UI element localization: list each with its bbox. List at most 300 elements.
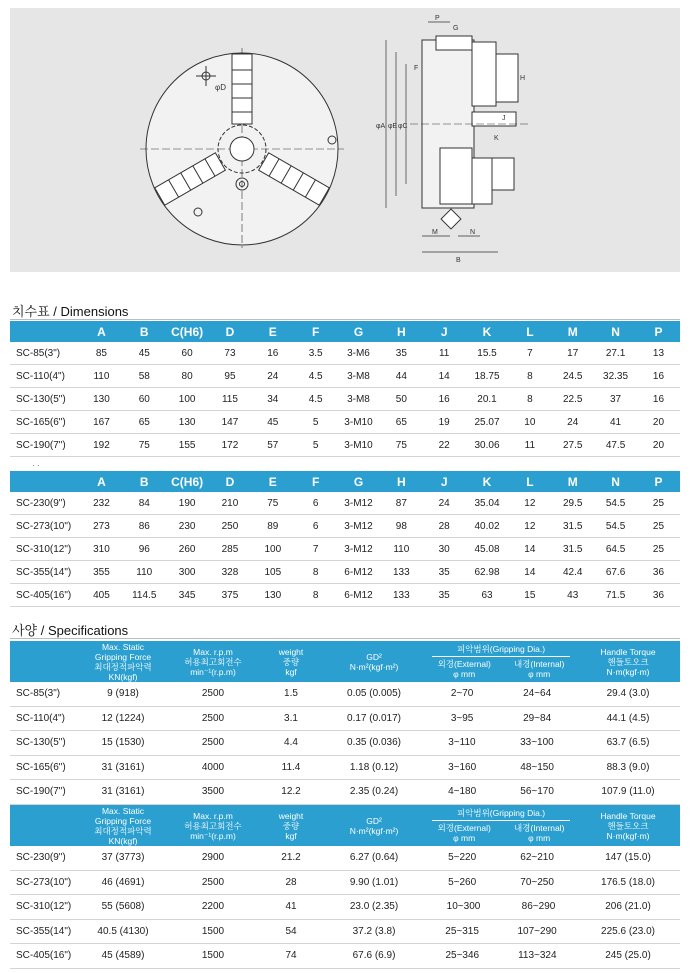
model-cell: SC-190(7"): [10, 780, 80, 805]
header-g: G: [337, 321, 380, 342]
value-cell: 8: [294, 584, 337, 607]
gripping-dia-cell: [426, 780, 576, 805]
header-a: A: [80, 321, 123, 342]
value-cell: 75: [251, 492, 294, 515]
header-p: P: [637, 471, 680, 492]
value-cell: 0.17 (0.017): [322, 706, 426, 731]
value-cell: 8: [508, 388, 551, 411]
header-d: D: [209, 321, 252, 342]
gripping-dia-cell: [426, 919, 576, 944]
header-max-rpm: Max. r.p.m 허용최고회전수 min⁻¹(r.p.m): [166, 641, 260, 682]
dimensions-table-2: [10, 471, 680, 607]
value-cell: 16: [251, 342, 294, 365]
value-cell: 192: [80, 434, 123, 457]
value-cell: 2900: [166, 846, 260, 870]
table-row: [10, 706, 680, 731]
internal-value: 70~250: [520, 876, 554, 888]
value-cell: 37 (3773): [80, 846, 166, 870]
value-cell: 54: [260, 919, 322, 944]
value-cell: 96: [123, 538, 166, 561]
dim-label-phi-a: φA: [376, 123, 386, 130]
value-cell: 4.5: [294, 365, 337, 388]
value-cell: 36: [637, 584, 680, 607]
header-f: F: [294, 321, 337, 342]
model-cell: SC-355(14"): [10, 919, 80, 944]
model-cell: SC-310(12"): [10, 895, 80, 920]
internal-value: 113~324: [518, 950, 557, 962]
value-cell: 20.1: [466, 388, 509, 411]
value-cell: 375: [209, 584, 252, 607]
value-cell: 14: [423, 365, 466, 388]
value-cell: 0.05 (0.005): [322, 682, 426, 706]
internal-value: 107~290: [517, 925, 557, 937]
table-row: [10, 895, 680, 920]
value-cell: 31.5: [551, 538, 594, 561]
model-cell: SC-110(4"): [10, 706, 80, 731]
value-cell: 29.5: [551, 492, 594, 515]
value-cell: 110: [380, 538, 423, 561]
value-cell: 35.04: [466, 492, 509, 515]
external-value: 5~220: [448, 852, 477, 864]
model-cell: SC-165(6"): [10, 411, 80, 434]
specifications-table-2-body: [10, 846, 680, 968]
value-cell: 24: [423, 492, 466, 515]
specifications-table-1-body: [10, 682, 680, 804]
value-cell: 75: [380, 434, 423, 457]
table-row: [10, 846, 680, 870]
value-cell: 44.1 (4.5): [576, 706, 680, 731]
header-model: [10, 471, 80, 492]
value-cell: 35: [380, 342, 423, 365]
table-row: [10, 365, 680, 388]
value-cell: 2200: [166, 895, 260, 920]
header-gripping-force: Max. Static Gripping Force 최대정적파악력 KN(kgf): [80, 805, 166, 846]
specifications-header-row: [10, 805, 680, 846]
value-cell: 44: [380, 365, 423, 388]
value-cell: 88.3 (9.0): [576, 755, 680, 780]
value-cell: 31 (3161): [80, 755, 166, 780]
value-cell: 130: [251, 584, 294, 607]
header-m: M: [551, 321, 594, 342]
table-row: [10, 584, 680, 607]
value-cell: 230: [166, 515, 209, 538]
value-cell: 40.5 (4130): [80, 919, 166, 944]
gripping-dia-cell: [426, 846, 576, 870]
value-cell: 5: [294, 434, 337, 457]
gripping-dia-cell: [426, 682, 576, 706]
header-gripping-dia: [426, 805, 576, 846]
gripping-dia-cell: [426, 755, 576, 780]
value-cell: 85: [80, 342, 123, 365]
value-cell: 133: [380, 561, 423, 584]
model-cell: SC-165(6"): [10, 755, 80, 780]
value-cell: 11: [423, 342, 466, 365]
table-row: [10, 731, 680, 756]
internal-value: 86~290: [521, 901, 556, 913]
value-cell: 1.18 (0.12): [322, 755, 426, 780]
value-cell: 147 (15.0): [576, 846, 680, 870]
dim-label-h: H: [520, 75, 526, 82]
value-cell: 95: [209, 365, 252, 388]
dim-label-n: N: [470, 229, 476, 236]
value-cell: 2500: [166, 682, 260, 706]
header-j: J: [423, 321, 466, 342]
value-cell: 35: [423, 584, 466, 607]
value-cell: 0.35 (0.036): [322, 731, 426, 756]
internal-value: 29~84: [523, 712, 552, 724]
gripping-dia-cell: [426, 944, 576, 969]
header-handle-torque: Handle Torque 핸들토오크 N·m(kgf·m): [576, 641, 680, 682]
value-cell: 4.5: [294, 388, 337, 411]
external-value: 25~346: [445, 950, 480, 962]
header-model: [10, 321, 80, 342]
value-cell: 54.5: [594, 515, 637, 538]
value-cell: 28: [260, 870, 322, 895]
internal-value: 56~170: [520, 786, 554, 798]
value-cell: 285: [209, 538, 252, 561]
value-cell: 130: [80, 388, 123, 411]
value-cell: 232: [80, 492, 123, 515]
header-n: N: [594, 321, 637, 342]
model-cell: SC-230(9"): [10, 492, 80, 515]
model-cell: SC-130(5"): [10, 388, 80, 411]
value-cell: 9 (918): [80, 682, 166, 706]
value-cell: 63: [466, 584, 509, 607]
value-cell: 50: [380, 388, 423, 411]
value-cell: 80: [166, 365, 209, 388]
value-cell: 3-M12: [337, 492, 380, 515]
header-g: G: [337, 471, 380, 492]
gripping-dia-cell: [426, 870, 576, 895]
gripping-dia-cell: [426, 706, 576, 731]
value-cell: 89: [251, 515, 294, 538]
value-cell: 206 (21.0): [576, 895, 680, 920]
value-cell: 34: [251, 388, 294, 411]
value-cell: 29.4 (3.0): [576, 682, 680, 706]
value-cell: 60: [166, 342, 209, 365]
value-cell: 6.27 (0.64): [322, 846, 426, 870]
header-m: M: [551, 471, 594, 492]
value-cell: 21.2: [260, 846, 322, 870]
dim-label-k: K: [494, 135, 499, 142]
value-cell: 110: [80, 365, 123, 388]
chuck-front-view: [140, 48, 344, 248]
specifications-table-2: [10, 805, 680, 969]
value-cell: 225.6 (23.0): [576, 919, 680, 944]
header-e: E: [251, 321, 294, 342]
value-cell: 31 (3161): [80, 780, 166, 805]
external-value: 3~110: [448, 737, 476, 749]
value-cell: 42.4: [551, 561, 594, 584]
table-row: [10, 434, 680, 457]
external-value: 3~160: [448, 761, 477, 773]
gripping-dia-label: 피악범위(Gripping Dia.): [432, 644, 570, 657]
header-k: K: [466, 321, 509, 342]
model-cell: SC-130(5"): [10, 731, 80, 756]
value-cell: 24.5: [551, 365, 594, 388]
value-cell: 20: [637, 411, 680, 434]
value-cell: 45 (4589): [80, 944, 166, 969]
value-cell: 57: [251, 434, 294, 457]
header-model: [10, 641, 80, 682]
dim-label-b: B: [456, 257, 461, 264]
value-cell: 30.06: [466, 434, 509, 457]
gripping-dia-cell: [426, 895, 576, 920]
value-cell: 36: [637, 561, 680, 584]
value-cell: 65: [380, 411, 423, 434]
dimensions-table-1-body: [10, 342, 680, 457]
dim-label-g: G: [453, 25, 459, 32]
header-model: [10, 805, 80, 846]
table-row: [10, 388, 680, 411]
value-cell: 3-M10: [337, 411, 380, 434]
value-cell: 11.4: [260, 755, 322, 780]
table-row: [10, 919, 680, 944]
value-cell: 35: [423, 561, 466, 584]
value-cell: 47.5: [594, 434, 637, 457]
header-l: L: [508, 471, 551, 492]
model-cell: SC-355(14"): [10, 561, 80, 584]
value-cell: 260: [166, 538, 209, 561]
gripping-dia-cell: [426, 731, 576, 756]
dimensions-table-1: [10, 321, 680, 457]
value-cell: 18.75: [466, 365, 509, 388]
dimensions-title: 치수표 / Dimensions: [12, 304, 129, 319]
value-cell: 3-M12: [337, 538, 380, 561]
value-cell: 54.5: [594, 492, 637, 515]
value-cell: 37: [594, 388, 637, 411]
value-cell: 2500: [166, 706, 260, 731]
value-cell: 100: [166, 388, 209, 411]
header-external: 외경(External) φ mm: [437, 659, 491, 679]
value-cell: 250: [209, 515, 252, 538]
header-l: L: [508, 321, 551, 342]
value-cell: 55 (5608): [80, 895, 166, 920]
value-cell: 3500: [166, 780, 260, 805]
value-cell: 3-M12: [337, 515, 380, 538]
specifications-title-rule: [10, 638, 680, 639]
external-value: 4~180: [448, 786, 477, 798]
value-cell: 74: [260, 944, 322, 969]
external-value: 2~70: [450, 688, 474, 700]
value-cell: 3-M8: [337, 365, 380, 388]
model-cell: SC-405(16"): [10, 944, 80, 969]
value-cell: 23.0 (2.35): [322, 895, 426, 920]
value-cell: 14: [508, 561, 551, 584]
value-cell: 24: [551, 411, 594, 434]
header-external: 외경(External) φ mm: [437, 823, 491, 843]
value-cell: 310: [80, 538, 123, 561]
value-cell: 98: [380, 515, 423, 538]
table-row: [10, 561, 680, 584]
header-h: H: [380, 471, 423, 492]
value-cell: 3.5: [294, 342, 337, 365]
internal-value: 48~150: [520, 761, 554, 773]
value-cell: 6: [294, 492, 337, 515]
value-cell: 133: [380, 584, 423, 607]
value-cell: 25: [637, 515, 680, 538]
value-cell: 105: [251, 561, 294, 584]
header-weight: weight 중량 kgf: [260, 805, 322, 846]
header-b: B: [123, 321, 166, 342]
value-cell: 3-M6: [337, 342, 380, 365]
table-row: [10, 411, 680, 434]
header-b: B: [123, 471, 166, 492]
value-cell: 22.5: [551, 388, 594, 411]
value-cell: 84: [123, 492, 166, 515]
header-weight: weight 중량 kgf: [260, 641, 322, 682]
model-cell: SC-273(10"): [10, 870, 80, 895]
value-cell: 65: [123, 411, 166, 434]
value-cell: 172: [209, 434, 252, 457]
value-cell: 71.5: [594, 584, 637, 607]
header-c: C(H6): [166, 471, 209, 492]
header-a: A: [80, 471, 123, 492]
table-row: [10, 755, 680, 780]
value-cell: 7: [508, 342, 551, 365]
value-cell: 19: [423, 411, 466, 434]
table-separator: · ·: [32, 461, 40, 470]
table-row: [10, 515, 680, 538]
value-cell: 1500: [166, 944, 260, 969]
dim-label-phi-e: φE: [388, 123, 398, 130]
value-cell: 110: [123, 561, 166, 584]
model-cell: SC-85(3"): [10, 342, 80, 365]
value-cell: 16: [637, 365, 680, 388]
external-value: 25~315: [445, 925, 479, 937]
dim-label-f: F: [414, 65, 419, 72]
value-cell: 75: [123, 434, 166, 457]
value-cell: 46 (4691): [80, 870, 166, 895]
header-n: N: [594, 471, 637, 492]
value-cell: 328: [209, 561, 252, 584]
value-cell: 4.4: [260, 731, 322, 756]
table-row: [10, 780, 680, 805]
value-cell: 13: [637, 342, 680, 365]
specifications-title: 사양 / Specifications: [12, 623, 129, 638]
table-row: [10, 342, 680, 365]
dim-label-j: J: [502, 115, 506, 122]
value-cell: 24: [251, 365, 294, 388]
dimensions-title-rule: [10, 319, 680, 320]
dim-label-phi-c: φC: [398, 123, 408, 130]
value-cell: 67.6: [594, 561, 637, 584]
value-cell: 62.98: [466, 561, 509, 584]
header-k: K: [466, 471, 509, 492]
value-cell: 8: [508, 365, 551, 388]
value-cell: 12 (1224): [80, 706, 166, 731]
header-internal: 내경(Internal) φ mm: [513, 659, 565, 679]
model-cell: SC-110(4"): [10, 365, 80, 388]
value-cell: 31.5: [551, 515, 594, 538]
dim-label-m: M: [432, 229, 438, 236]
value-cell: 6-M12: [337, 561, 380, 584]
value-cell: 3-M8: [337, 388, 380, 411]
value-cell: 40.02: [466, 515, 509, 538]
model-cell: SC-273(10"): [10, 515, 80, 538]
value-cell: 6-M12: [337, 584, 380, 607]
value-cell: 17: [551, 342, 594, 365]
value-cell: 16: [423, 388, 466, 411]
value-cell: 45: [123, 342, 166, 365]
value-cell: 273: [80, 515, 123, 538]
internal-value: 33~100: [520, 737, 554, 749]
value-cell: 3.1: [260, 706, 322, 731]
model-cell: SC-85(3"): [10, 682, 80, 706]
dim-label-phi-d: φD: [215, 83, 226, 92]
header-gd2: GD² N·m²(kgf·m²): [322, 641, 426, 682]
chuck-technical-drawing: [10, 8, 680, 272]
value-cell: 167: [80, 411, 123, 434]
value-cell: 10: [508, 411, 551, 434]
value-cell: 60: [123, 388, 166, 411]
value-cell: 25.07: [466, 411, 509, 434]
table-row: [10, 492, 680, 515]
value-cell: 27.5: [551, 434, 594, 457]
value-cell: 4000: [166, 755, 260, 780]
value-cell: 58: [123, 365, 166, 388]
model-cell: SC-310(12"): [10, 538, 80, 561]
value-cell: 190: [166, 492, 209, 515]
value-cell: 16: [637, 388, 680, 411]
value-cell: 41: [594, 411, 637, 434]
external-value: 10~300: [446, 901, 481, 913]
specifications-header-row: [10, 641, 680, 682]
value-cell: 5: [294, 411, 337, 434]
value-cell: 63.7 (6.5): [576, 731, 680, 756]
external-value: 5~260: [448, 876, 477, 888]
model-cell: SC-405(16"): [10, 584, 80, 607]
header-f: F: [294, 471, 337, 492]
value-cell: 45.08: [466, 538, 509, 561]
value-cell: 345: [166, 584, 209, 607]
value-cell: 30: [423, 538, 466, 561]
value-cell: 25: [637, 492, 680, 515]
dim-label-p: P: [435, 15, 440, 22]
value-cell: 115: [209, 388, 252, 411]
value-cell: 355: [80, 561, 123, 584]
value-cell: 12: [508, 515, 551, 538]
header-max-rpm: Max. r.p.m 허용최고회전수 min⁻¹(r.p.m): [166, 805, 260, 846]
value-cell: 86: [123, 515, 166, 538]
value-cell: 405: [80, 584, 123, 607]
value-cell: 2500: [166, 731, 260, 756]
value-cell: 7: [294, 538, 337, 561]
value-cell: 87: [380, 492, 423, 515]
value-cell: 73: [209, 342, 252, 365]
value-cell: 9.90 (1.01): [322, 870, 426, 895]
value-cell: 11: [508, 434, 551, 457]
value-cell: 67.6 (6.9): [322, 944, 426, 969]
value-cell: 8: [294, 561, 337, 584]
value-cell: 176.5 (18.0): [576, 870, 680, 895]
dimensions-header-row: [10, 321, 680, 342]
internal-value: 24~64: [523, 688, 552, 700]
value-cell: 20: [637, 434, 680, 457]
internal-value: 62~210: [520, 852, 554, 864]
model-cell: SC-230(9"): [10, 846, 80, 870]
value-cell: 107.9 (11.0): [576, 780, 680, 805]
header-handle-torque: Handle Torque 핸들토오크 N·m(kgf·m): [576, 805, 680, 846]
external-value: 3~95: [450, 712, 474, 724]
value-cell: 2500: [166, 870, 260, 895]
value-cell: 2.35 (0.24): [322, 780, 426, 805]
table-row: [10, 870, 680, 895]
table-row: [10, 538, 680, 561]
value-cell: 32.35: [594, 365, 637, 388]
header-e: E: [251, 471, 294, 492]
value-cell: 15: [508, 584, 551, 607]
